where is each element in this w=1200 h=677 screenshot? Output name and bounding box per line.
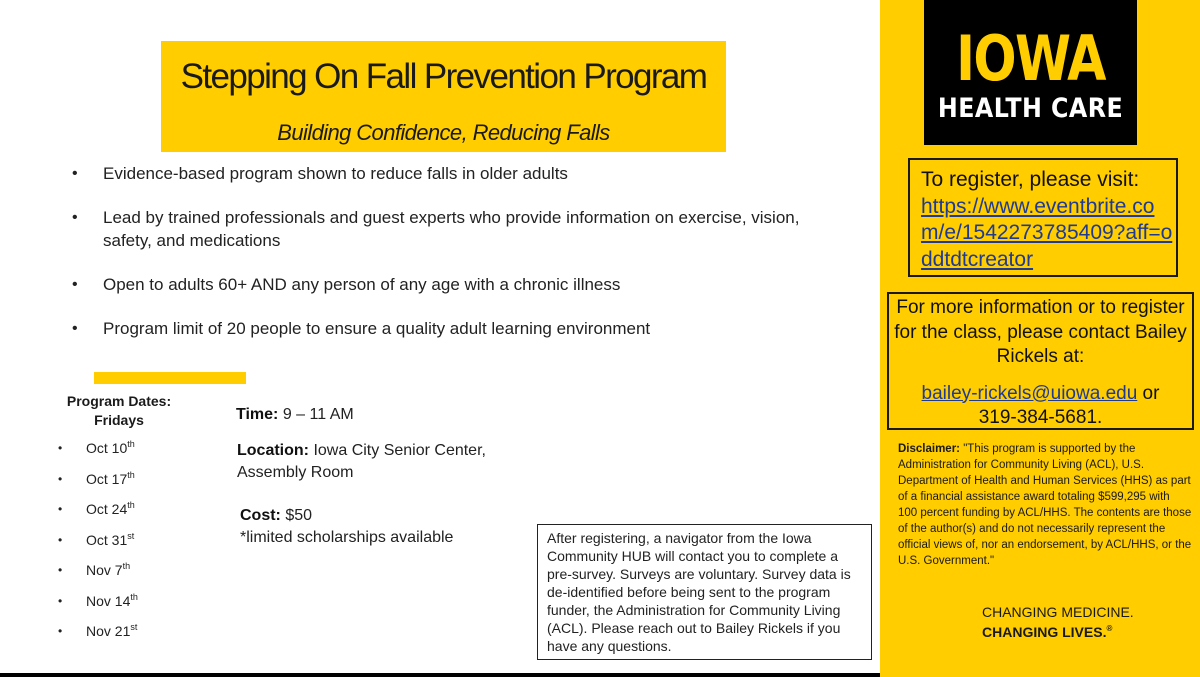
cost-label: Cost: [240,507,281,524]
list-item: • Evidence-based program shown to reduce falls in older adults [72,162,852,185]
register-box [908,158,1178,277]
list-item: • Open to adults 60+ AND any person of any age with a chronic illness [72,273,852,296]
contact-email-line [893,382,1188,407]
page-title: Stepping On Fall Prevention Program [180,57,707,96]
contact-box [887,292,1194,430]
register-link[interactable]: https://www.eventbrite.com/e/1542273785409?aff=oddtdtcreator [921,194,1173,271]
tagline-line2: CHANGING LIVES. [982,624,1107,640]
date-suffix: th [130,591,138,602]
sidebar [880,0,1200,677]
title-banner [161,41,726,152]
date-text: Nov 7 [86,562,123,578]
date-suffix: th [127,439,135,449]
date-suffix: st [130,622,138,632]
list-item: • Lead by trained professionals and guest experts who provide information on exercise, vision, safety, and medications [72,206,852,252]
time-info [236,404,354,426]
contact-email-link[interactable]: bailey-rickels@uiowa.edu [921,382,1138,404]
date-text: Oct 17 [86,470,128,487]
disclaimer [898,441,1192,569]
location-label: Location: [237,442,309,459]
register-intro: To register, please visit: [921,168,1140,191]
program-dates-heading-line2: Fridays [94,412,144,428]
date-suffix: th [127,500,135,510]
program-dates-list [58,437,138,651]
program-dates-heading-line1: Program Dates: [66,393,172,409]
time-label: Time: [236,406,279,423]
disclaimer-label: Disclaimer: [898,443,961,455]
cost-value: $50 [280,507,313,524]
program-highlights-list [72,162,852,361]
date-suffix: st [127,530,135,541]
list-item: • Program limit of 20 people to ensure a quality adult learning environment [72,317,852,340]
accent-rule [94,372,246,384]
bottom-border [0,673,880,677]
registered-mark: ® [1106,624,1113,633]
date-text: Oct 24 [86,501,128,517]
date-text: Nov 14 [86,592,131,609]
location-value-line2: Assembly Room [237,464,354,481]
iowa-health-care-logo [924,0,1137,145]
survey-notice: After registering, a navigator from the Iowa Community HUB will contact you to complete a pre-survey. Surveys are voluntary. Survey data is de-identified before being sent to the program funder, the Administration for Community Living (ACL). Please reach out to Bailey Rickels if you have any questions. [537,524,872,660]
date-text: Oct 10 [86,440,128,456]
disclaimer-text: "This program is supported by the Administration for Community Living (ACL), U.S. Department of Health and Human Services (HHS) as part of a financial assistance award totaling $599,295 with 100 percent funding by ACL/HHS. The contents are those of the author(s) and do not necessarily represent the official views of, nor an endorsement, by ACL/HHS, or the U.S. Government." [898,443,1192,567]
location-info [237,440,486,484]
date-item [58,590,138,621]
date-item [58,437,138,468]
cost-note: *limited scholarships available [240,529,454,546]
date-item [58,620,138,651]
tagline-line2-wrap [982,622,1134,642]
logo-subtitle: HEALTH CARE [937,93,1124,124]
date-item [58,498,138,529]
contact-phone: 319-384-5681. [978,407,1103,428]
date-suffix: th [127,469,135,480]
contact-or: or [1137,382,1160,404]
page-subtitle: Building Confidence, Reducing Falls [277,120,610,145]
date-item [58,559,138,590]
date-text: Nov 21 [86,623,131,639]
contact-text: For more information or to register for the class, please contact Bailey Rickels at: [894,297,1187,367]
date-item [58,468,138,499]
location-value: Iowa City Senior Center, [309,442,486,459]
cost-info [240,505,453,549]
program-dates-heading [58,392,180,430]
logo-wordmark: IOWA [956,22,1105,95]
date-text: Oct 31 [86,531,128,548]
date-item [58,529,138,560]
tagline [982,602,1134,642]
date-suffix: th [122,561,131,571]
tagline-line1: CHANGING MEDICINE. [982,604,1134,620]
time-value: 9 – 11 AM [278,406,354,423]
